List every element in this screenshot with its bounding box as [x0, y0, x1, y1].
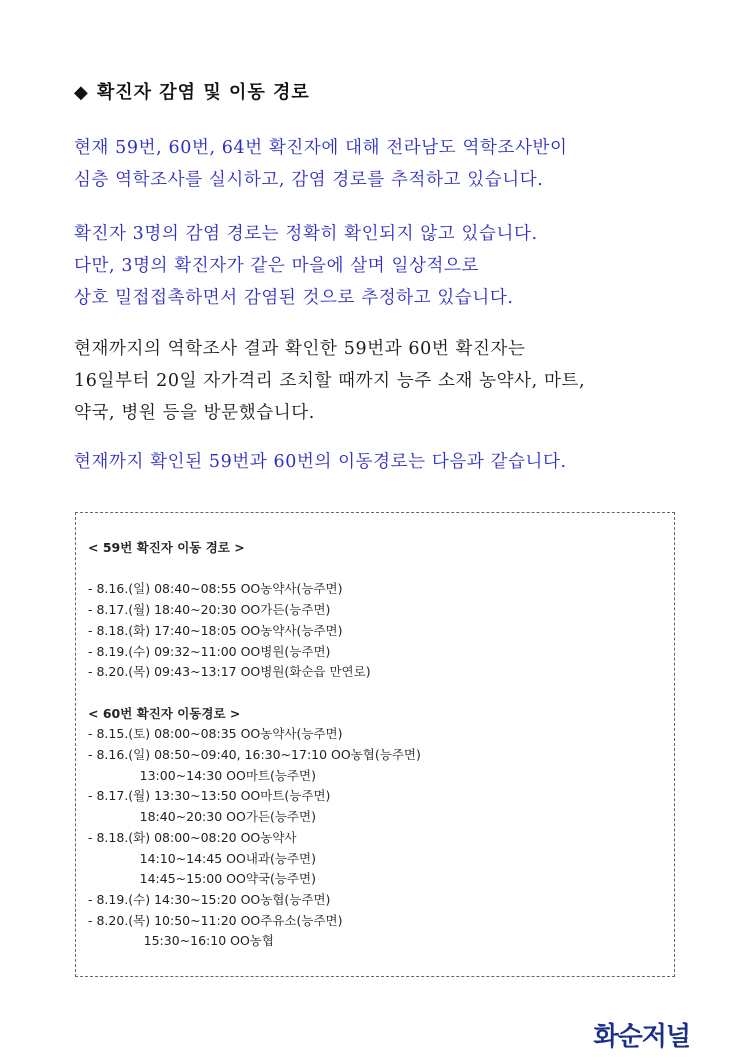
paragraph-visits — [74, 333, 585, 429]
paragraph-route-intro — [74, 446, 567, 478]
route-entry: - 8.17.(월) 13:30~13:50 OO마트(능주면) — [88, 788, 331, 804]
paragraph-line: 상호 밀접접촉하면서 감염된 것으로 추정하고 있습니다. — [74, 288, 514, 308]
route-entry: 14:10~14:45 OO내과(능주면) — [88, 850, 316, 866]
route-entry: - 8.19.(수) 14:30~15:20 OO농협(능주면) — [88, 891, 331, 907]
hwasun-journal-logo: 화순저널 — [593, 1022, 690, 1052]
paragraph-line: 약국, 병원 등을 방문했습니다. — [74, 403, 315, 423]
route-section-title: < 60번 확진자 이동경로 > — [88, 705, 241, 721]
section-heading — [74, 78, 310, 104]
paragraph-line: 현재까지 확인된 59번과 60번의 이동경로는 다음과 같습니다. — [74, 452, 567, 472]
route-entry: 18:40~20:30 OO가든(능주면) — [88, 809, 316, 825]
route-entry: - 8.18.(화) 17:40~18:05 OO농약사(능주면) — [88, 622, 343, 638]
paragraph-line: 16일부터 20일 자가격리 조치할 때까지 능주 소재 농약사, 마트, — [74, 371, 586, 391]
movement-route-box — [75, 512, 675, 977]
paragraph-line: 현재 59번, 60번, 64번 확진자에 대해 전라남도 역학조사반이 — [74, 138, 568, 158]
paragraph-line: 확진자 3명의 감염 경로는 정확히 확인되지 않고 있습니다. — [74, 224, 538, 244]
paragraph-investigation — [74, 132, 567, 196]
diamond-bullet-icon: ◆ — [74, 82, 89, 103]
route-entry: - 8.15.(토) 08:00~08:35 OO농약사(능주면) — [88, 726, 343, 742]
route-entry: - 8.20.(목) 10:50~11:20 OO주유소(능주면) — [88, 912, 343, 928]
paragraph-line: 현재까지의 역학조사 결과 확인한 59번과 60번 확진자는 — [74, 339, 526, 359]
route-entry: - 8.20.(목) 09:43~13:17 OO병원(화순읍 만연로) — [88, 664, 371, 680]
route-entry: - 8.16.(일) 08:40~08:55 OO농약사(능주면) — [88, 581, 343, 597]
route-entry: 14:45~15:00 OO약국(능주면) — [88, 871, 316, 887]
route-entry: 15:30~16:10 OO농협 — [88, 933, 274, 949]
paragraph-line: 다만, 3명의 확진자가 같은 마을에 살며 일상적으로 — [74, 256, 479, 276]
route-entry: - 8.17.(월) 18:40~20:30 OO가든(능주면) — [88, 602, 331, 618]
heading-text: 확진자 감염 및 이동 경로 — [96, 82, 310, 103]
route-section-title: < 59번 확진자 이동 경로 > — [88, 540, 245, 555]
route-entry: - 8.16.(일) 08:50~09:40, 16:30~17:10 OO농협(능주면) — [88, 747, 421, 762]
paragraph-infection-route — [74, 218, 538, 314]
route-entry: - 8.19.(수) 09:32~11:00 OO병원(능주면) — [88, 643, 331, 659]
route-entry: - 8.18.(화) 08:00~08:20 OO농약사 — [88, 829, 297, 845]
route-entry: 13:00~14:30 OO마트(능주면) — [88, 767, 316, 783]
paragraph-line: 심층 역학조사를 실시하고, 감염 경로를 추적하고 있습니다. — [74, 170, 544, 190]
